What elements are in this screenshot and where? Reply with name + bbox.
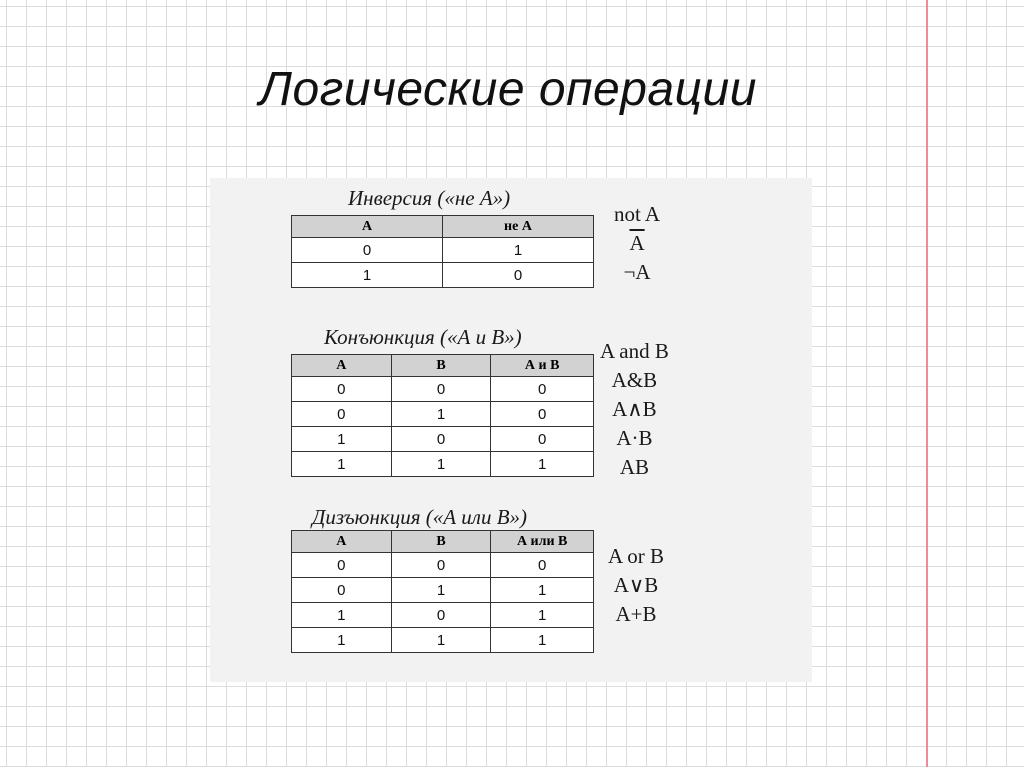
table-cell: 1	[491, 578, 594, 603]
inversion-table	[291, 215, 594, 288]
notation-item: A∧B	[612, 397, 657, 421]
table-header-cell: В	[391, 355, 491, 377]
table-cell: 1	[292, 263, 443, 288]
table-cell: 0	[292, 553, 392, 578]
table-cell: 0	[391, 553, 491, 578]
table-header-cell: А	[292, 355, 392, 377]
table-cell: 1	[391, 628, 491, 653]
table-cell: 0	[443, 263, 594, 288]
table-cell: 0	[491, 427, 594, 452]
table-cell: 1	[292, 603, 392, 628]
table-row	[292, 553, 594, 578]
table-header-cell: А или В	[491, 531, 594, 553]
table-cell: 0	[292, 377, 392, 402]
table-cell: 0	[292, 402, 392, 427]
table-row	[292, 427, 594, 452]
table-row	[292, 263, 594, 288]
table-header-row	[292, 216, 594, 238]
table-row	[292, 402, 594, 427]
inversion-notations	[614, 200, 660, 287]
table-cell: 1	[491, 603, 594, 628]
table-cell: 0	[391, 427, 491, 452]
notation-item: not A	[614, 202, 661, 226]
table-header-cell: А	[292, 216, 443, 238]
inversion-title: Инверсия («не А»)	[348, 186, 511, 210]
notation-item: ¬A	[623, 260, 651, 284]
table-header-cell: В	[391, 531, 491, 553]
disjunction-title: Дизъюнкция («А или В»)	[312, 505, 528, 529]
notation-item: A·B	[616, 426, 653, 450]
table-cell: 1	[292, 427, 392, 452]
table-row	[292, 578, 594, 603]
conjunction-notations	[600, 337, 669, 482]
table-cell: 1	[292, 452, 392, 477]
notation-item: $\overline{A}$	[629, 231, 645, 255]
table-cell: 1	[443, 238, 594, 263]
disjunction-table	[291, 530, 594, 653]
slide-title: Логические операции	[259, 63, 757, 116]
table-cell: 0	[391, 603, 491, 628]
table-row	[292, 377, 594, 402]
table-cell: 1	[491, 452, 594, 477]
table-cell: 0	[491, 377, 594, 402]
table-row	[292, 238, 594, 263]
table-cell: 0	[292, 578, 392, 603]
table-row	[292, 603, 594, 628]
table-row	[292, 628, 594, 653]
table-header-cell: А	[292, 531, 392, 553]
table-cell: 0	[491, 553, 594, 578]
table-header-cell: А и В	[491, 355, 594, 377]
table-cell: 1	[391, 402, 491, 427]
table-cell: 0	[491, 402, 594, 427]
conjunction-title: Конъюнкция («А и В»)	[324, 325, 522, 349]
conjunction-table	[291, 354, 594, 477]
table-cell: 1	[391, 578, 491, 603]
notation-item: A+B	[615, 602, 657, 626]
table-cell: 1	[292, 628, 392, 653]
notation-item: A&B	[611, 368, 658, 392]
notation-item: AB	[619, 455, 650, 479]
notation-item: A and B	[600, 339, 669, 363]
notation-item: A∨B	[613, 573, 659, 597]
table-cell: 0	[391, 377, 491, 402]
table-cell: 1	[391, 452, 491, 477]
table-cell: 0	[292, 238, 443, 263]
disjunction-notations	[608, 542, 664, 629]
truth-tables-panel	[210, 178, 812, 682]
table-header-row	[292, 531, 594, 553]
table-row	[292, 452, 594, 477]
table-header-cell: не А	[443, 216, 594, 238]
table-cell: 1	[491, 628, 594, 653]
notation-item: A or B	[608, 544, 665, 568]
table-header-row	[292, 355, 594, 377]
